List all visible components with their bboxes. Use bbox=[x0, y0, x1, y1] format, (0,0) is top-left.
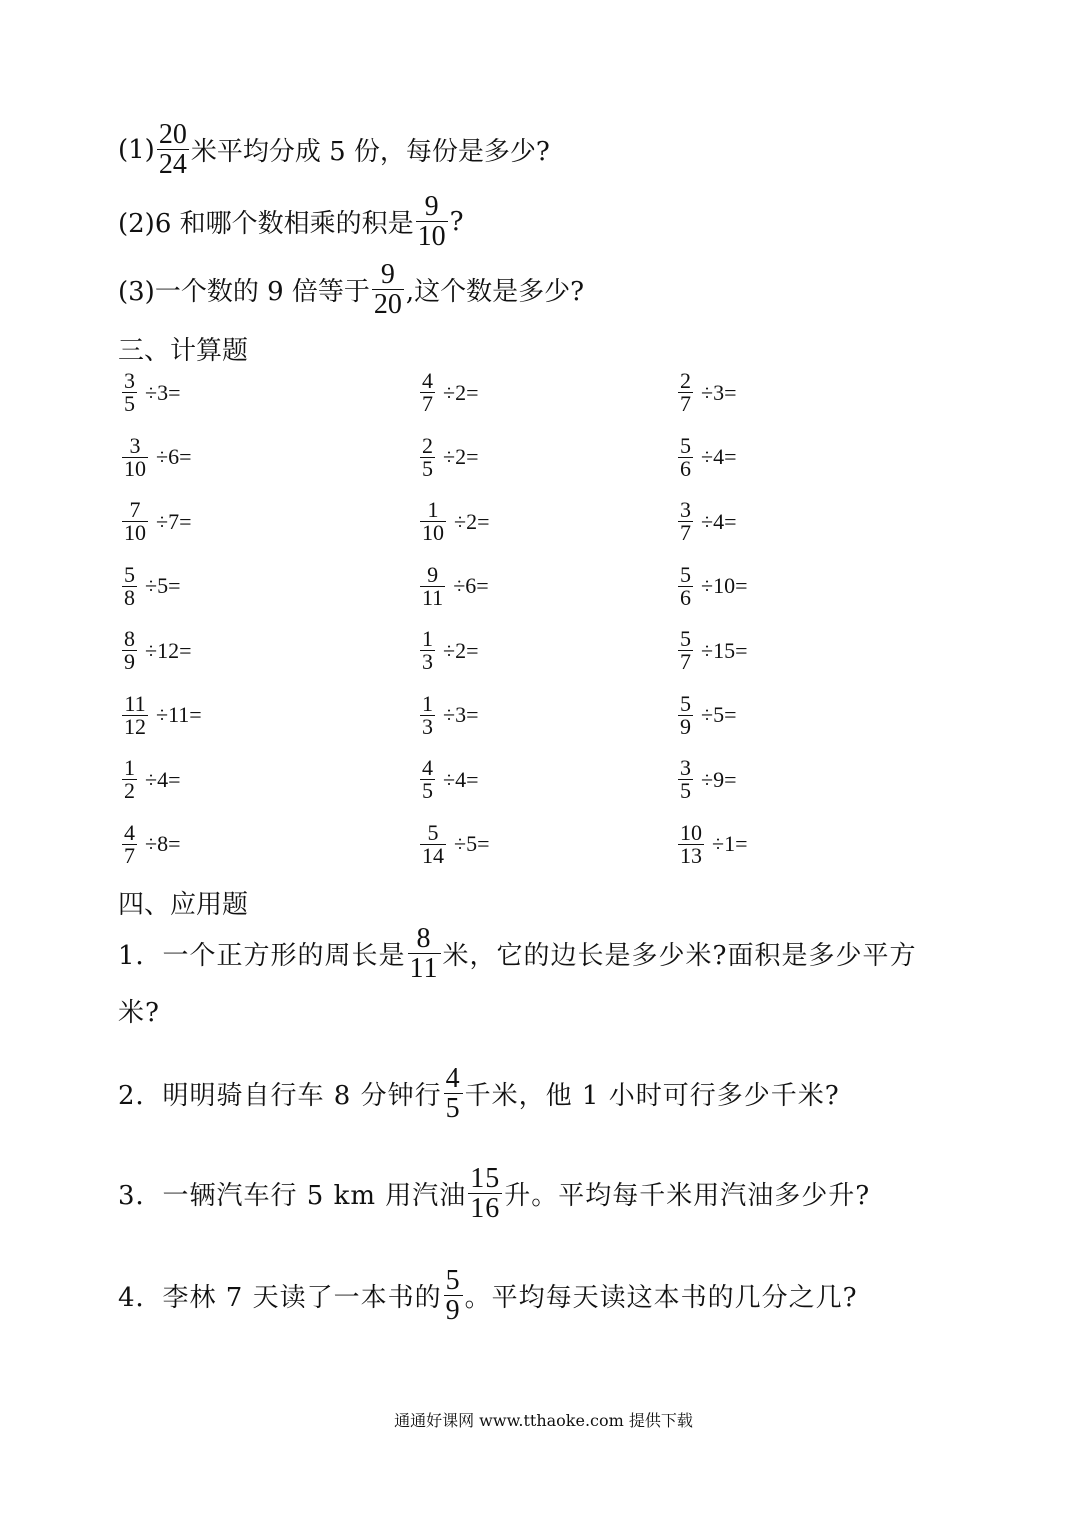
fraction bbox=[420, 499, 446, 545]
section-4-heading: 四、应用题 bbox=[118, 890, 249, 920]
numerator: 1 bbox=[124, 755, 135, 780]
fraction bbox=[408, 924, 441, 984]
numerator: 3 bbox=[680, 497, 691, 522]
question-2-1-suffix: 米平均分成 5 份，每份是多少? bbox=[190, 137, 550, 168]
calc-problem bbox=[418, 561, 489, 610]
numerator: 2 bbox=[680, 368, 691, 393]
fraction bbox=[122, 370, 137, 416]
division-expression: ÷2= bbox=[443, 444, 479, 470]
fraction bbox=[678, 370, 693, 416]
calc-problem bbox=[418, 628, 478, 674]
fraction bbox=[420, 819, 446, 868]
question-1-prefix: 1．一个正方形的周长是 bbox=[118, 941, 406, 972]
division-expression: ÷12= bbox=[145, 637, 192, 663]
division-expression: ÷4= bbox=[145, 766, 181, 792]
section-3-heading: 三、计算题 bbox=[118, 336, 249, 366]
fraction bbox=[420, 370, 435, 416]
fraction bbox=[678, 819, 704, 868]
calc-problem bbox=[418, 432, 479, 481]
denominator: 11 bbox=[409, 953, 439, 985]
numerator: 7 bbox=[129, 497, 141, 522]
question-2-2-prefix: (2)6 和哪个数相乘的积是 bbox=[118, 209, 414, 240]
fraction bbox=[420, 561, 445, 610]
numerator: 10 bbox=[680, 819, 702, 845]
denominator: 7 bbox=[422, 391, 433, 417]
division-expression: ÷3= bbox=[701, 379, 737, 405]
numerator: 20 bbox=[158, 119, 187, 150]
denominator: 7 bbox=[680, 391, 691, 417]
question-4-prefix: 4．李林 7 天读了一本书的 bbox=[118, 1283, 442, 1314]
division-expression: ÷2= bbox=[443, 379, 479, 405]
calc-problem bbox=[676, 432, 737, 481]
numerator: 5 bbox=[445, 1265, 461, 1296]
question-2-1-prefix: (1) bbox=[118, 134, 155, 165]
calc-problem bbox=[120, 690, 202, 739]
fraction bbox=[468, 1164, 502, 1224]
calc-problem bbox=[676, 499, 736, 545]
denominator: 9 bbox=[124, 649, 135, 675]
question-2-prefix: 2．明明骑自行车 8 分钟行 bbox=[118, 1081, 442, 1112]
denominator: 6 bbox=[680, 455, 691, 481]
calc-problem bbox=[120, 561, 181, 610]
fraction bbox=[122, 628, 137, 674]
calc-problem bbox=[418, 757, 478, 803]
numerator: 11 bbox=[124, 690, 146, 716]
denominator: 24 bbox=[158, 149, 187, 181]
numerator: 1 bbox=[427, 497, 439, 522]
division-expression: ÷10= bbox=[701, 573, 748, 599]
numerator: 4 bbox=[422, 368, 433, 393]
question-2-2 bbox=[118, 192, 464, 252]
question-1-continuation: 米? bbox=[118, 998, 160, 1028]
division-expression: ÷2= bbox=[443, 637, 479, 663]
denominator: 10 bbox=[422, 520, 444, 546]
division-expression: ÷5= bbox=[145, 573, 181, 599]
numerator: 4 bbox=[445, 1063, 461, 1094]
fraction bbox=[420, 628, 435, 674]
denominator: 10 bbox=[417, 221, 446, 253]
numerator: 9 bbox=[427, 561, 439, 587]
application-question-4 bbox=[118, 1266, 858, 1326]
calc-problem bbox=[418, 819, 490, 868]
calc-problem bbox=[120, 432, 192, 481]
denominator: 7 bbox=[680, 649, 691, 675]
fraction bbox=[122, 757, 137, 803]
numerator: 5 bbox=[680, 561, 691, 587]
question-3-suffix: 升。平均每千米用汽油多少升? bbox=[504, 1181, 871, 1212]
fraction bbox=[122, 561, 137, 610]
denominator: 10 bbox=[124, 520, 146, 546]
question-2-2-suffix: ? bbox=[449, 206, 464, 237]
fraction bbox=[420, 757, 435, 803]
fraction bbox=[157, 120, 189, 180]
calc-problem bbox=[676, 561, 748, 610]
numerator: 8 bbox=[416, 923, 432, 954]
denominator: 7 bbox=[680, 520, 691, 546]
numerator: 3 bbox=[124, 368, 135, 393]
division-expression: ÷4= bbox=[701, 444, 737, 470]
fraction bbox=[678, 432, 693, 481]
calc-problem bbox=[418, 370, 478, 416]
fraction bbox=[420, 432, 435, 481]
numerator: 8 bbox=[124, 626, 135, 651]
denominator: 16 bbox=[470, 1193, 501, 1225]
fraction bbox=[420, 690, 435, 739]
calc-problem bbox=[676, 819, 748, 868]
calc-problem bbox=[120, 757, 180, 803]
fraction bbox=[678, 561, 693, 610]
division-expression: ÷3= bbox=[145, 379, 181, 405]
question-2-1 bbox=[118, 120, 550, 180]
division-expression: ÷7= bbox=[156, 508, 192, 534]
question-1-suffix: 米，它的边长是多少米?面积是多少平方 bbox=[442, 941, 917, 972]
denominator: 13 bbox=[680, 842, 702, 868]
fraction bbox=[444, 1064, 463, 1124]
denominator: 3 bbox=[422, 649, 433, 675]
calc-problem bbox=[418, 499, 489, 545]
denominator: 5 bbox=[445, 1093, 461, 1125]
fraction bbox=[122, 432, 148, 481]
question-2-suffix: 千米，他 1 小时可行多少千米? bbox=[464, 1081, 840, 1112]
division-expression: ÷4= bbox=[443, 766, 479, 792]
numerator: 9 bbox=[424, 191, 439, 222]
numerator: 5 bbox=[427, 819, 439, 845]
denominator: 5 bbox=[422, 455, 433, 481]
denominator: 10 bbox=[124, 455, 146, 481]
division-expression: ÷9= bbox=[701, 766, 737, 792]
numerator: 5 bbox=[680, 626, 691, 651]
question-4-suffix: 。平均每天读这本书的几分之几? bbox=[464, 1283, 858, 1314]
denominator: 20 bbox=[373, 289, 402, 321]
calc-problem bbox=[120, 819, 181, 868]
division-expression: ÷1= bbox=[712, 831, 748, 857]
calc-problem bbox=[676, 690, 737, 739]
denominator: 9 bbox=[680, 713, 691, 739]
fraction bbox=[678, 628, 693, 674]
denominator: 5 bbox=[680, 778, 691, 804]
question-2-3-suffix: ,这个数是多少? bbox=[405, 277, 585, 308]
application-question-2 bbox=[118, 1064, 840, 1124]
question-2-3 bbox=[118, 260, 584, 320]
fraction bbox=[122, 690, 148, 739]
numerator: 5 bbox=[124, 561, 135, 587]
fraction bbox=[444, 1266, 463, 1326]
calc-problem bbox=[676, 628, 747, 674]
fraction bbox=[122, 819, 137, 868]
denominator: 7 bbox=[124, 842, 135, 868]
calc-problem bbox=[120, 499, 191, 545]
question-2-3-prefix: (3)一个数的 9 倍等于 bbox=[118, 277, 370, 308]
application-question-3 bbox=[118, 1164, 870, 1224]
fraction bbox=[372, 260, 404, 320]
fraction bbox=[678, 690, 693, 739]
numerator: 3 bbox=[129, 432, 141, 458]
numerator: 4 bbox=[124, 819, 135, 845]
denominator: 3 bbox=[422, 713, 433, 739]
fraction bbox=[678, 499, 693, 545]
calc-problem bbox=[418, 690, 479, 739]
denominator: 12 bbox=[124, 713, 146, 739]
denominator: 8 bbox=[124, 584, 135, 610]
division-expression: ÷6= bbox=[453, 573, 489, 599]
numerator: 15 bbox=[470, 1163, 501, 1194]
application-question-1 bbox=[118, 924, 916, 984]
denominator: 11 bbox=[422, 584, 444, 610]
calc-problem bbox=[120, 628, 191, 674]
division-expression: ÷2= bbox=[454, 508, 490, 534]
division-expression: ÷5= bbox=[701, 702, 737, 728]
numerator: 3 bbox=[680, 755, 691, 780]
calc-problem bbox=[676, 370, 736, 416]
denominator: 5 bbox=[124, 391, 135, 417]
division-expression: ÷4= bbox=[701, 508, 737, 534]
question-3-prefix: 3．一辆汽车行 5 km 用汽油 bbox=[118, 1181, 467, 1212]
division-expression: ÷15= bbox=[701, 637, 748, 663]
numerator: 9 bbox=[380, 259, 395, 290]
denominator: 9 bbox=[445, 1295, 461, 1327]
division-expression: ÷11= bbox=[156, 702, 202, 728]
calc-problem bbox=[120, 370, 180, 416]
fraction bbox=[416, 192, 448, 252]
numerator: 5 bbox=[680, 432, 691, 458]
numerator: 1 bbox=[422, 690, 433, 716]
fraction bbox=[678, 757, 693, 803]
division-expression: ÷8= bbox=[145, 831, 181, 857]
numerator: 2 bbox=[422, 432, 433, 458]
numerator: 1 bbox=[422, 626, 433, 651]
fraction bbox=[122, 499, 148, 545]
denominator: 2 bbox=[124, 778, 135, 804]
denominator: 5 bbox=[422, 778, 433, 804]
footer-source: 通通好课网 www.tthaoke.com 提供下载 bbox=[394, 1411, 693, 1430]
division-expression: ÷6= bbox=[156, 444, 192, 470]
numerator: 5 bbox=[680, 690, 691, 716]
calc-problem bbox=[676, 757, 736, 803]
denominator: 14 bbox=[422, 842, 444, 868]
numerator: 4 bbox=[422, 755, 433, 780]
division-expression: ÷3= bbox=[443, 702, 479, 728]
division-expression: ÷5= bbox=[454, 831, 490, 857]
denominator: 6 bbox=[680, 584, 691, 610]
